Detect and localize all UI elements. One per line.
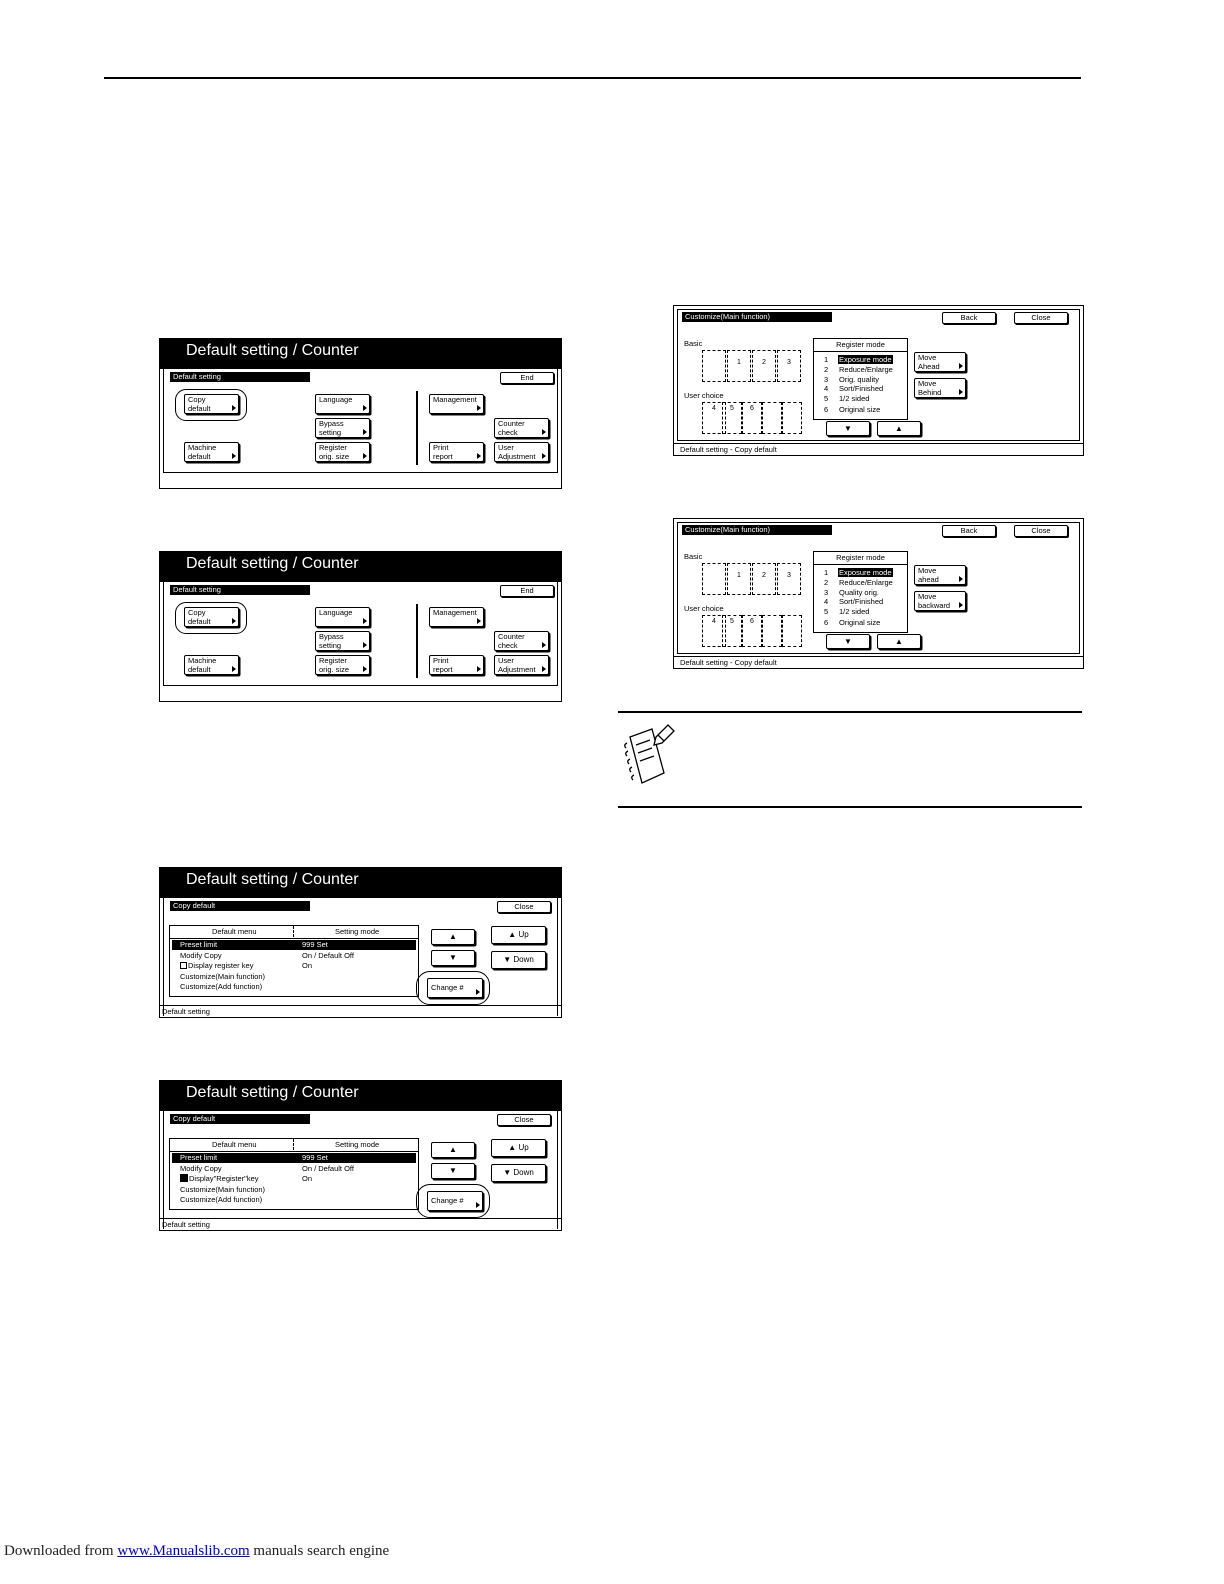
back-button[interactable]: Back — [942, 312, 996, 324]
basic-tab-blank — [702, 563, 726, 595]
highlight-circle — [175, 389, 247, 421]
user-adjustment-button[interactable]: User Adjustment — [494, 442, 549, 462]
status-bar: Default setting - Copy default — [674, 656, 1083, 668]
screen-title-bar: Copy default — [170, 1114, 310, 1124]
panel-title: Default setting / Counter — [160, 552, 561, 582]
scroll-up-button[interactable] — [431, 1142, 475, 1158]
col-header-mode: Setting mode — [335, 927, 380, 936]
status-bar: Default setting — [160, 1218, 561, 1230]
down-button[interactable]: ▼ Down — [491, 951, 546, 969]
end-button[interactable]: End — [500, 585, 554, 597]
customize-panel-2 — [673, 518, 1084, 669]
footer-prefix: Downloaded from — [4, 1543, 114, 1559]
status-bar: Default setting — [160, 1005, 561, 1017]
close-button[interactable]: Close — [497, 901, 551, 913]
move-up-button[interactable] — [877, 421, 921, 436]
basic-tab[interactable]: 2 — [752, 563, 776, 595]
default-setting-panel-2 — [159, 551, 562, 702]
copy-default-button[interactable]: Copy default — [184, 607, 239, 627]
move-ahead-button[interactable]: Move Ahead — [914, 352, 966, 372]
header-rule — [170, 1151, 418, 1152]
panel-title: Default setting / Counter — [160, 868, 561, 898]
bypass-setting-button[interactable]: Bypass setting — [315, 418, 370, 438]
register-mode-item[interactable]: 2 Reduce/Enlarge — [824, 578, 893, 587]
close-button[interactable]: Close — [1014, 525, 1068, 537]
scroll-down-button[interactable] — [431, 950, 475, 966]
move-behind-button[interactable]: Move Behind — [914, 378, 966, 398]
panel-title: Default setting / Counter — [160, 339, 561, 369]
table-row[interactable]: Customize(Add function) — [180, 1195, 263, 1204]
machine-default-button[interactable]: Machine default — [184, 442, 239, 462]
table-row[interactable]: Preset limit 999 Set — [172, 940, 416, 950]
user-tab[interactable]: 4 — [702, 615, 726, 647]
copy-default-panel-1 — [159, 867, 562, 1018]
triangle-up-icon: ▲ — [449, 1145, 457, 1154]
screen-title-bar: Default setting — [170, 585, 310, 595]
header-separator — [293, 926, 294, 937]
register-mode-item[interactable]: 5 1/2 sided — [824, 394, 870, 403]
register-mode-item[interactable]: 4 Sort/Finished — [824, 597, 884, 606]
register-key-icon — [180, 962, 187, 969]
language-button[interactable]: Language — [315, 607, 370, 627]
notepad-pencil-icon — [620, 723, 678, 789]
default-menu-table — [169, 925, 419, 997]
highlight-circle — [416, 1184, 490, 1218]
basic-label: Basic — [684, 552, 703, 561]
print-report-button[interactable]: Print report — [429, 655, 484, 675]
triangle-up-icon: ▲ — [508, 930, 517, 939]
up-button[interactable]: ▲ Up — [491, 926, 546, 944]
triangle-up-icon: ▲ — [895, 637, 903, 646]
default-menu-table — [169, 1138, 419, 1210]
close-button[interactable]: Close — [1014, 312, 1068, 324]
management-button[interactable]: Management — [429, 394, 484, 414]
user-tab[interactable]: 6 — [742, 402, 762, 434]
manualslib-link[interactable]: www.Manualslib.com — [117, 1543, 250, 1559]
user-tab[interactable]: 4 — [702, 402, 726, 434]
table-row[interactable]: Display"Register"key On — [172, 1174, 416, 1184]
status-bar: Default setting - Copy default — [674, 443, 1083, 455]
header-rule — [170, 938, 418, 939]
col-header-menu: Default menu — [212, 927, 257, 936]
footer-suffix: manuals search engine — [253, 1543, 390, 1559]
basic-tab[interactable]: 1 — [727, 563, 751, 595]
user-tab[interactable]: 6 — [742, 615, 762, 647]
user-tab-blank[interactable] — [782, 615, 802, 647]
user-tab-blank[interactable] — [762, 402, 782, 434]
down-button[interactable]: ▼ Down — [491, 1164, 546, 1182]
copy-default-button[interactable]: Copy default — [184, 394, 239, 414]
register-orig-size-button[interactable]: Register orig. size — [315, 442, 370, 462]
register-mode-list — [813, 338, 908, 420]
move-down-button[interactable] — [826, 634, 870, 649]
scroll-down-button[interactable] — [431, 1163, 475, 1179]
register-mode-item[interactable]: 4 Sort/Finished — [824, 384, 884, 393]
close-button[interactable]: Close — [497, 1114, 551, 1126]
triangle-down-icon: ▼ — [844, 424, 852, 433]
user-adjustment-button[interactable]: User Adjustment — [494, 655, 549, 675]
table-row[interactable]: Customize(Main function) — [180, 972, 266, 981]
user-tab[interactable]: 5 — [722, 615, 742, 647]
user-tab-blank[interactable] — [762, 615, 782, 647]
register-key-icon — [180, 1174, 188, 1182]
basic-label: Basic — [684, 339, 703, 348]
screen-title-bar: Default setting — [170, 372, 310, 382]
table-row[interactable]: Modify Copy On / Default Off — [180, 1164, 354, 1173]
col-header-mode: Setting mode — [335, 1140, 380, 1149]
triangle-down-icon: ▼ — [449, 1166, 457, 1175]
screen-title-bar: Customize(Main function) — [682, 525, 832, 535]
register-mode-item[interactable]: 5 1/2 sided — [824, 607, 870, 616]
back-button[interactable]: Back — [942, 525, 996, 537]
header-separator — [293, 1139, 294, 1150]
highlight-circle — [175, 602, 247, 634]
change-number-button[interactable]: Change # — [427, 1191, 483, 1211]
end-button[interactable]: End — [500, 372, 554, 384]
user-choice-label: User choice — [684, 604, 724, 613]
col-header-menu: Default menu — [212, 1140, 257, 1149]
register-mode-list — [813, 551, 908, 633]
triangle-up-icon: ▲ — [508, 1143, 517, 1152]
register-mode-item[interactable]: 3 Quality orig. — [824, 588, 880, 597]
triangle-down-icon: ▼ — [503, 955, 512, 964]
triangle-down-icon: ▼ — [503, 1168, 512, 1177]
up-button[interactable]: ▲ Up — [491, 1139, 546, 1157]
table-row[interactable]: Customize(Add function) — [180, 982, 263, 991]
change-number-button[interactable]: Change # — [427, 978, 483, 998]
panel-title: Default setting / Counter — [160, 1081, 561, 1111]
user-choice-label: User choice — [684, 391, 724, 400]
screen-title-bar: Customize(Main function) — [682, 312, 832, 322]
divider — [416, 604, 418, 678]
machine-default-button[interactable]: Machine default — [184, 655, 239, 675]
move-backward-button[interactable]: Move backward — [914, 591, 966, 611]
move-up-button[interactable] — [877, 634, 921, 649]
counter-check-button[interactable]: Counter check — [494, 631, 549, 651]
user-tab-blank[interactable] — [782, 402, 802, 434]
customize-panel-1 — [673, 305, 1084, 456]
move-down-button[interactable] — [826, 421, 870, 436]
basic-tab[interactable]: 2 — [752, 350, 776, 382]
counter-check-button[interactable]: Counter check — [494, 418, 549, 438]
register-orig-size-button[interactable]: Register orig. size — [315, 655, 370, 675]
register-mode-item[interactable]: 2 Reduce/Enlarge — [824, 365, 893, 374]
register-mode-item[interactable]: 6 Original size — [824, 405, 881, 414]
footer — [4, 1543, 389, 1560]
basic-tab-blank — [702, 350, 726, 382]
triangle-down-icon: ▼ — [844, 637, 852, 646]
basic-tab[interactable]: 3 — [777, 563, 801, 595]
register-mode-header: Register mode — [814, 340, 907, 352]
register-mode-item[interactable]: 3 Orig. quality — [824, 375, 880, 384]
highlight-circle — [416, 971, 490, 1005]
default-setting-panel-1 — [159, 338, 562, 489]
print-report-button[interactable]: Print report — [429, 442, 484, 462]
note-box — [618, 711, 1082, 808]
register-mode-header: Register mode — [814, 553, 907, 565]
table-row[interactable]: Display register key On — [172, 961, 416, 971]
divider — [416, 391, 418, 465]
triangle-up-icon: ▲ — [449, 932, 457, 941]
language-button[interactable]: Language — [315, 394, 370, 414]
triangle-up-icon: ▲ — [895, 424, 903, 433]
bypass-setting-button[interactable]: Bypass setting — [315, 631, 370, 651]
basic-tab[interactable]: 1 — [727, 350, 751, 382]
management-button[interactable]: Management — [429, 607, 484, 627]
scroll-up-button[interactable] — [431, 929, 475, 945]
screen-title-bar: Copy default — [170, 901, 310, 911]
move-ahead-button[interactable]: Move ahead — [914, 565, 966, 585]
top-rule — [104, 77, 1081, 79]
table-row[interactable]: Preset limit 999 Set — [172, 1153, 416, 1163]
table-row[interactable]: Modify Copy On / Default Off — [180, 951, 354, 960]
triangle-down-icon: ▼ — [449, 953, 457, 962]
user-tab[interactable]: 5 — [722, 402, 742, 434]
register-mode-item[interactable]: 6 Original size — [824, 618, 881, 627]
register-mode-item[interactable]: 1 Exposure mode — [824, 568, 892, 577]
table-row[interactable]: Customize(Main function) — [180, 1185, 266, 1194]
basic-tab[interactable]: 3 — [777, 350, 801, 382]
register-mode-item[interactable]: 1 Exposure mode — [824, 355, 892, 364]
copy-default-panel-2 — [159, 1080, 562, 1231]
